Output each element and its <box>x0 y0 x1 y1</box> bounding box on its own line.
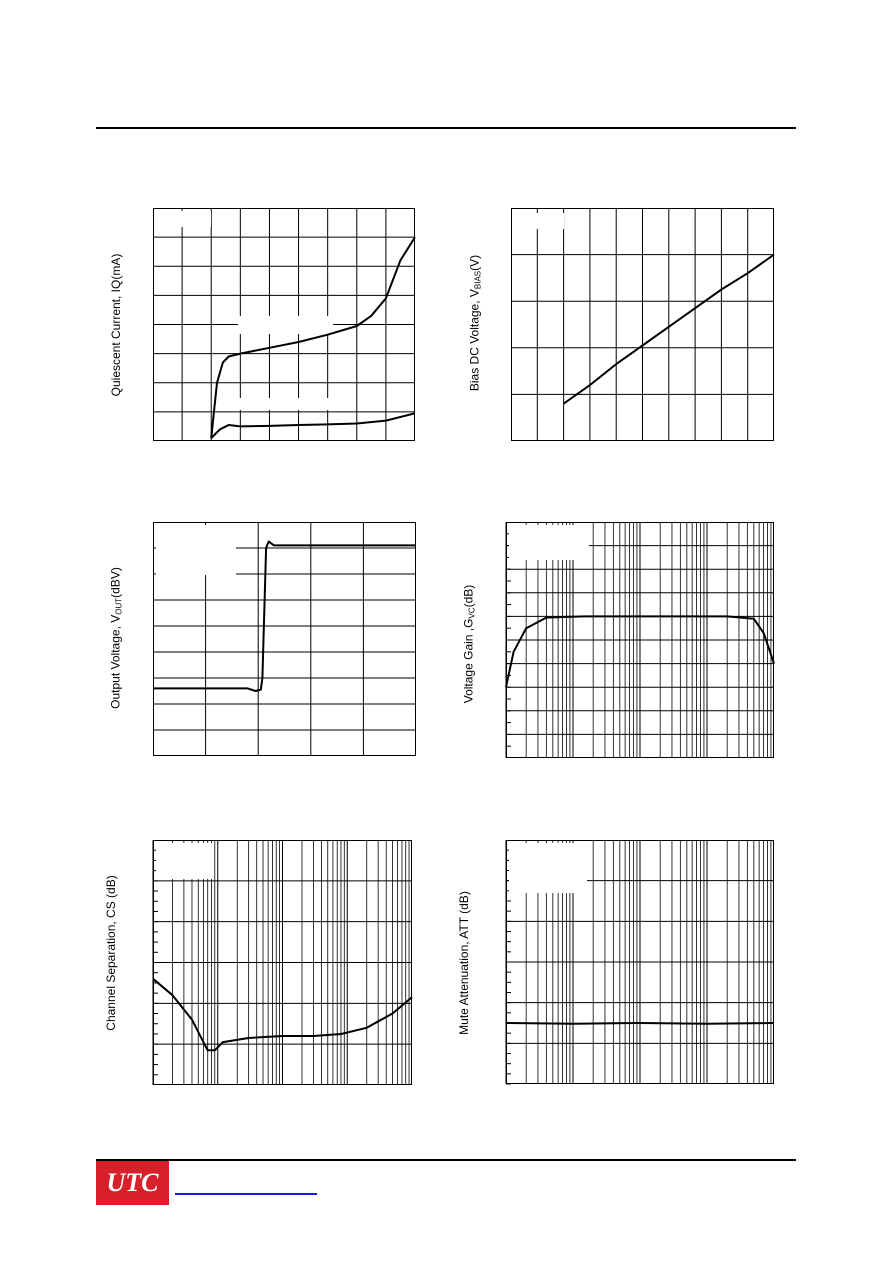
series-line-2 <box>211 413 415 438</box>
voltage-gain-chart <box>506 522 774 758</box>
utc-logo <box>96 1161 169 1205</box>
footer-rule <box>96 1159 796 1161</box>
channel-separation-chart <box>153 840 412 1085</box>
separation-ylabel <box>104 875 118 1030</box>
bias-ylabel <box>468 255 483 391</box>
output-ylabel-post: (dBV) <box>108 567 123 598</box>
output-ylabel <box>109 567 124 709</box>
output-ylabel-pre: Output Voltage, V <box>108 614 123 709</box>
annotation-area <box>509 843 587 893</box>
mute-ylabel-text: Mute Attenuation, ATT (dB) <box>457 891 471 1035</box>
annotation-area <box>238 398 333 410</box>
annotation-area <box>156 211 211 227</box>
output-voltage-chart <box>153 522 416 756</box>
separation-ylabel-text: Channel Separation, CS (dB) <box>104 875 118 1031</box>
gain-ylabel <box>462 585 477 704</box>
mute-ylabel <box>457 891 471 1035</box>
quiescent-current-chart <box>153 208 415 441</box>
annotation-area <box>156 525 236 575</box>
bias-voltage-chart <box>511 208 774 441</box>
annotation-area <box>156 843 214 879</box>
mute-attenuation-chart <box>506 840 774 1084</box>
gain-ylabel-post: (dB) <box>461 584 476 608</box>
output-ylabel-sub: OUT <box>114 597 124 615</box>
annotation-area <box>238 316 333 334</box>
bias-ylabel-sub: BIAS <box>473 270 483 290</box>
website-link[interactable] <box>175 1193 317 1195</box>
header-rule <box>96 127 796 129</box>
bias-ylabel-post: (V) <box>467 254 482 271</box>
gain-ylabel-sub: VC <box>467 607 477 619</box>
series-line-1 <box>506 1023 774 1024</box>
bias-ylabel-pre: Bias DC Voltage, V <box>467 289 482 392</box>
annotation-area <box>509 525 589 560</box>
quiescent-ylabel <box>109 254 123 397</box>
utc-logo-text: UTC <box>106 1168 159 1197</box>
annotation-area <box>536 213 564 229</box>
quiescent-ylabel-text: Quiescent Current, IQ(mA) <box>109 253 123 397</box>
gain-ylabel-pre: Voltage Gain ,G <box>461 618 476 704</box>
